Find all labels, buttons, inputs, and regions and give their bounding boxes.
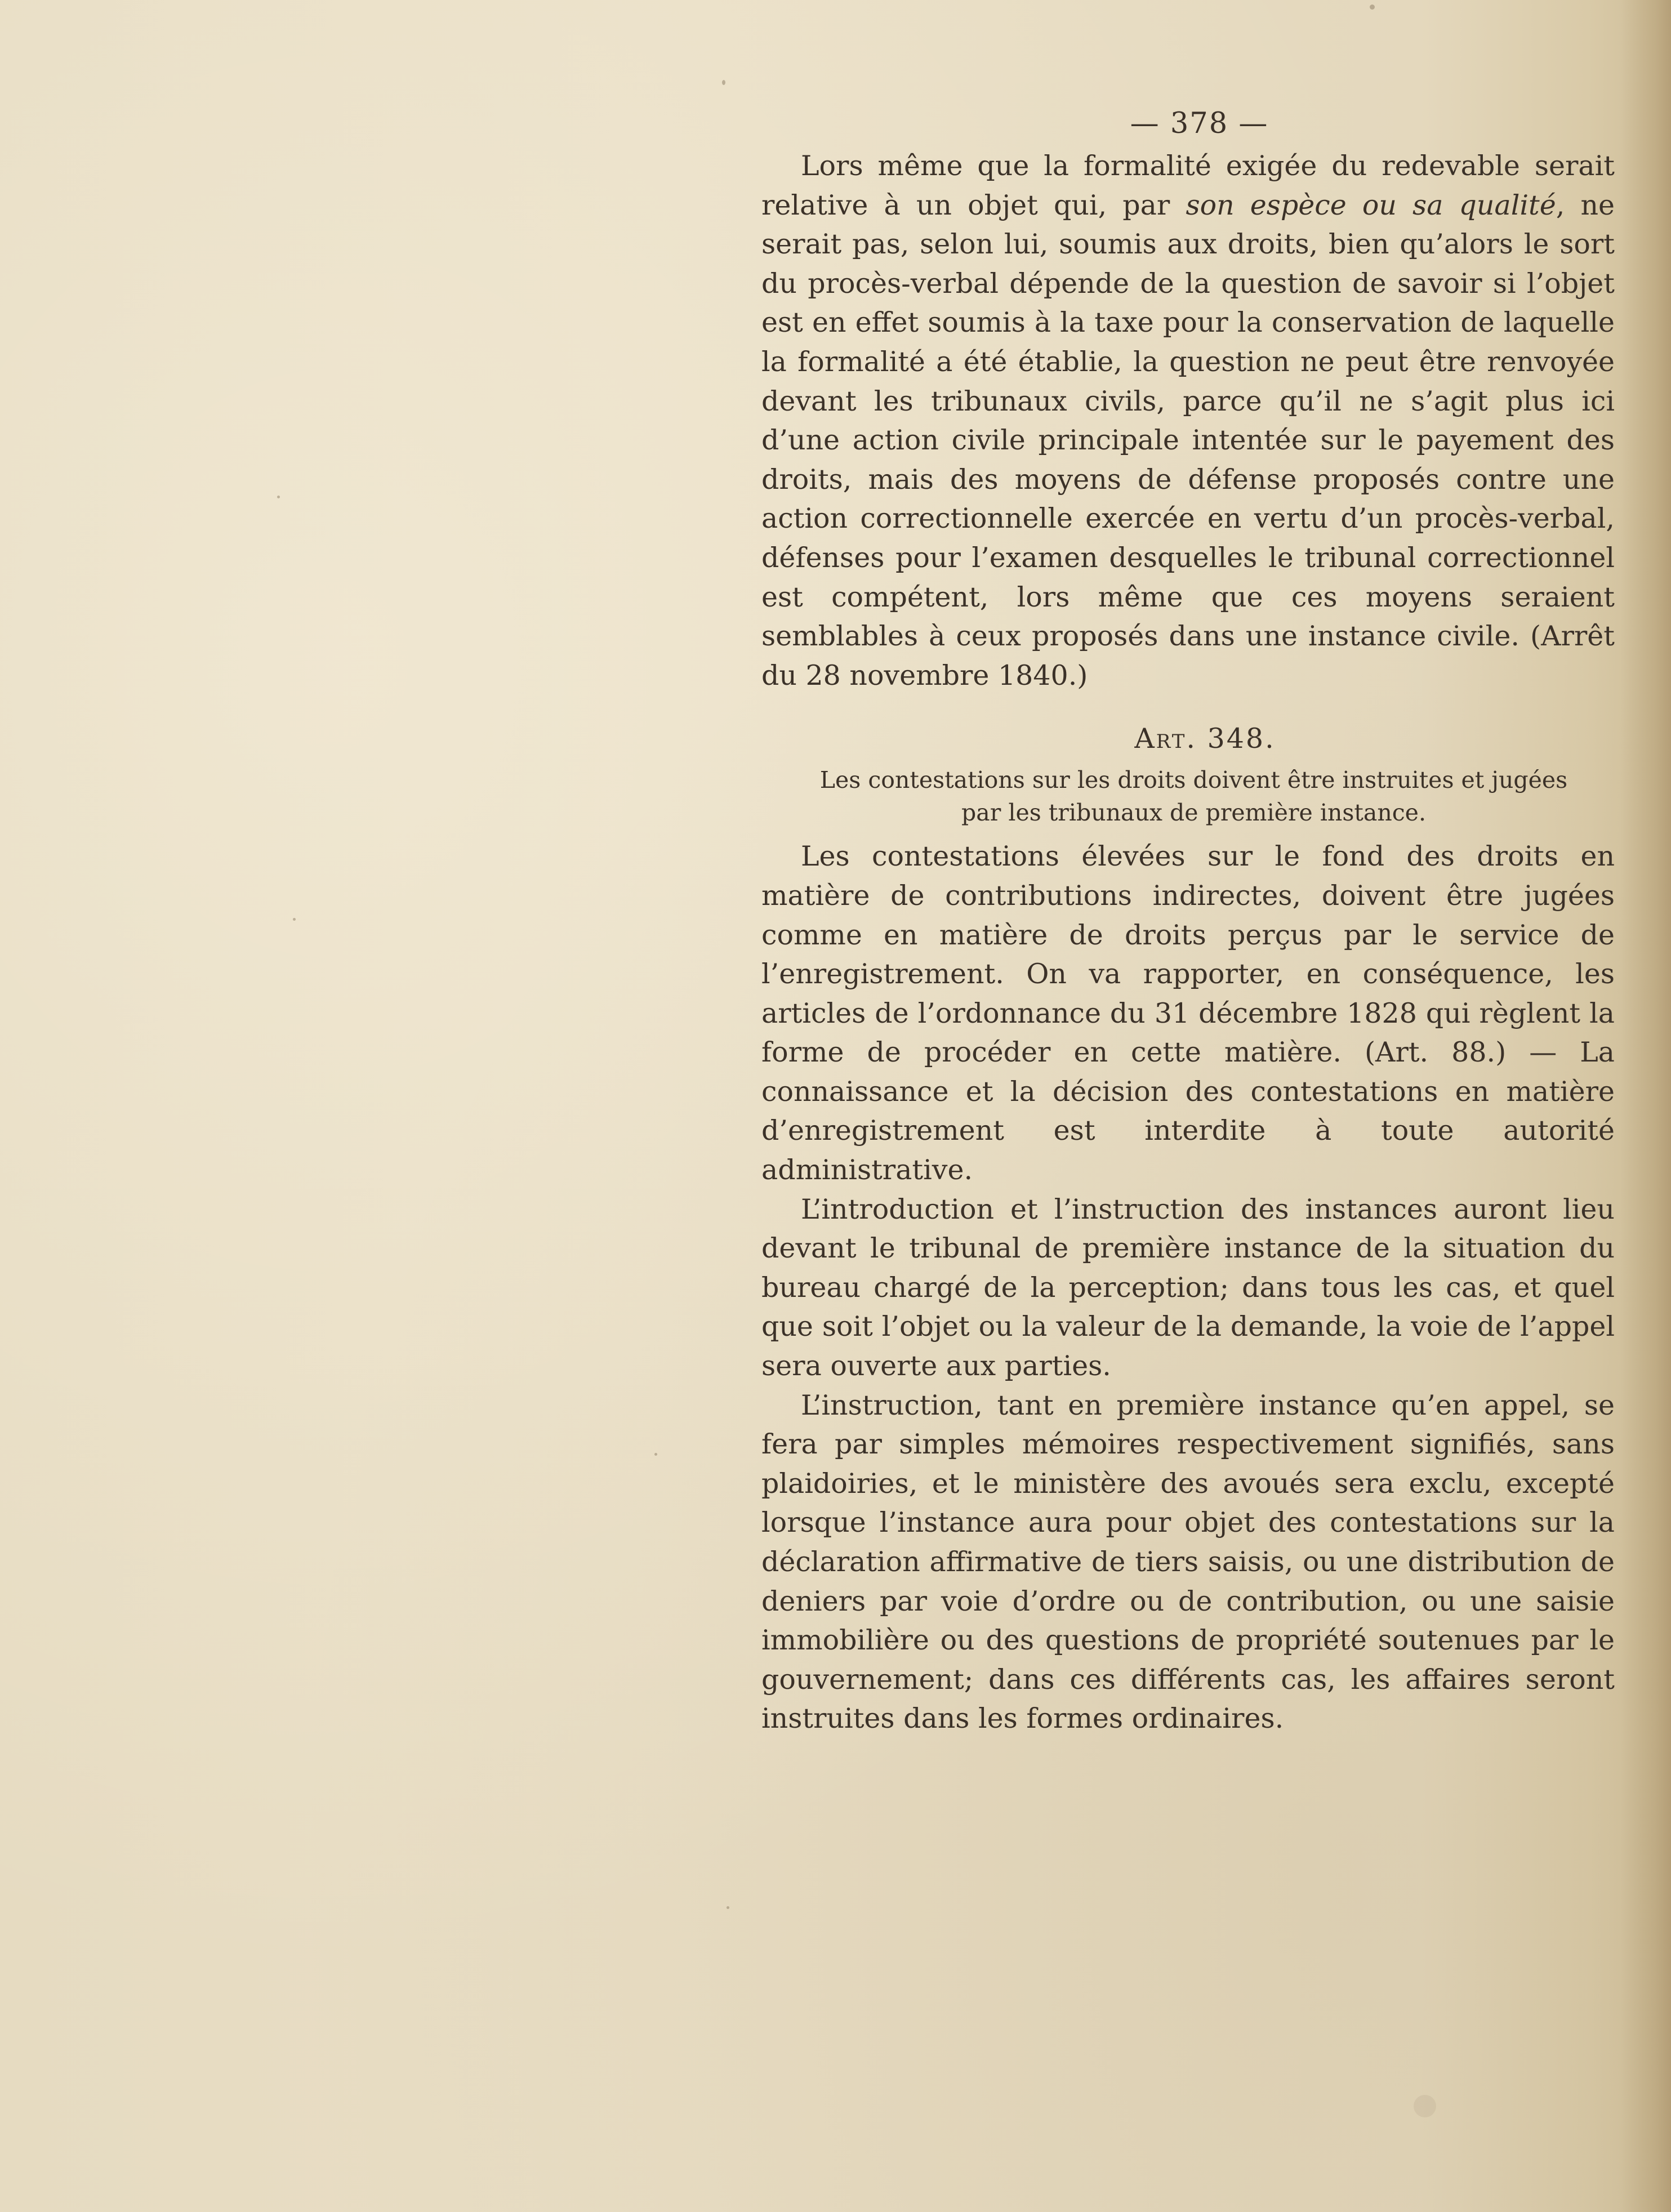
- page-edge-shadow: [1620, 0, 1671, 2212]
- article-label: Art.: [1134, 723, 1197, 755]
- article-number: 348.: [1207, 723, 1276, 755]
- paragraph-1-text-a: Lors même que la formalité exigée du redevable serait relative à un objet qui, par: [761, 150, 1615, 221]
- paper-speck: [1414, 2095, 1436, 2117]
- article-summary-line-2: par les tribunaux de première instance.: [961, 799, 1426, 827]
- paragraph-3: L’introduction et l’instruction des instances auront lieu devant le tribunal de première instance de la situation du bureau chargé de la perception; dans tous les cas, et quel que soit l’objet ou la valeur de la demande, la voie de l’appel sera ouverte aux parties.: [761, 1193, 1615, 1382]
- paper-speck: [727, 1906, 729, 1909]
- paper-speck: [654, 1453, 657, 1456]
- article-heading: [761, 716, 1615, 761]
- paragraph-1-italic: son espèce ou sa qualité: [1186, 189, 1556, 221]
- article-summary: [795, 764, 1592, 829]
- paragraph-1: [761, 146, 1615, 695]
- article-summary-line-1: Les contestations sur les droits doivent être instruites et jugées: [819, 766, 1568, 794]
- paper-speck: [722, 80, 725, 85]
- paragraph-2: Les contestations élevées sur le fond des droits en matière de contributions indirectes, doivent être jugées comme en matière de droits perçus par le service de l’enregistrement. On va rapporter, en conséquence, les articles de l’ordonnance du 31 décembre 1828 qui règlent la forme de procéder en cette matière. (Art. 88.) — La connaissance et la décision des contestations en matière d’enregistrement est interdite à toute autorité administrative.: [761, 840, 1615, 1187]
- paragraph-1-text-b: , ne serait pas, selon lui, soumis aux droits, bien qu’alors le sort du procès-verbal dépende de la question de savoir si l’objet est en effet soumis à la taxe pour la conservation de laquelle la formalité a été établie, la question ne peut être renvoyée devant les tribunaux civils, parce qu’il ne s’agit plus ici d’une action civile principale intentée sur le payement des droits, mais des moyens de défense proposés contre une action correctionnelle exercée en vertu d’un procès-verbal, défenses pour l’examen desquelles le tribunal correctionnel est compétent, lors même que ces moyens seraient semblables à ceux proposés dans une instance civile. (Arrêt du 28 novembre 1840.): [761, 189, 1615, 692]
- page-text-block: [761, 101, 1615, 1738]
- paragraph-4: L’instruction, tant en première instance qu’en appel, se fera par simples mémoires respectivement signifiés, sans plaidoiries, et le ministère des avoués sera exclu, excepté lorsque l’instance aura pour objet des contestations sur la déclaration affirmative de tiers saisis, ou une distribution de deniers par voie d’ordre ou de contribution, ou une saisie immobilière ou des questions de propriété soutenues par le gouvernement; dans ces différents cas, les affaires seront instruites dans les formes ordinaires.: [761, 1389, 1615, 1735]
- paper-speck: [293, 918, 296, 921]
- paper-speck: [277, 496, 280, 498]
- page-number: — 378 —: [1130, 107, 1269, 140]
- paper-speck: [1370, 5, 1375, 10]
